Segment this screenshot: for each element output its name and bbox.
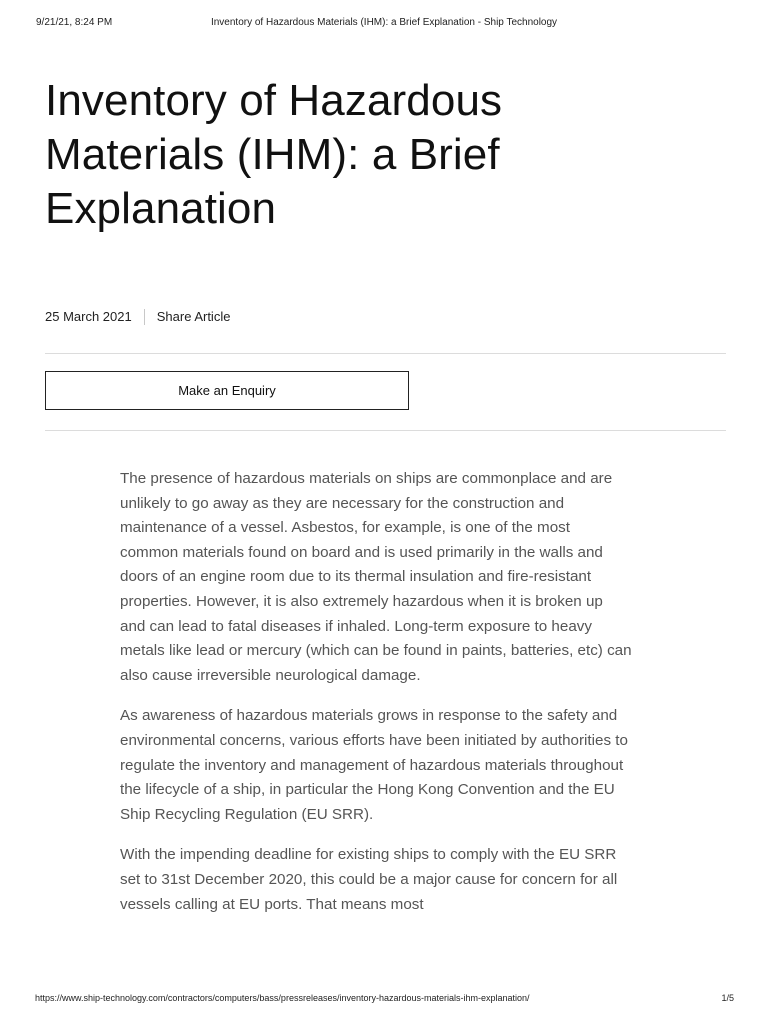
print-url: https://www.ship-technology.com/contractors/computers/bass/pressreleases/inventory-hazardous-materials-ihm-explanation/ [35,993,530,1003]
article-body [120,467,632,972]
share-article-link[interactable]: Share Article [156,309,231,324]
print-page-title: Inventory of Hazardous Materials (IHM): a Brief Explanation - Ship Technology [210,17,558,28]
publish-date: 25 March 2021 [45,309,132,324]
article-paragraph: The presence of hazardous materials on ships are commonplace and are unlikely to go away as they are necessary for the construction and maintenance of a vessel. Asbestos, for example, is one of the most common materials found on board and is used primarily in the walls and doors of an engine room due to its thermal insulation and fire-resistant properties. However, it is also extremely hazardous when it is broken up and can lead to fatal diseases if inhaled. Long-term exposure to heavy metals like lead or mercury (which can be found in paints, batteries, etc) can also cause irreversible neurological damage. [120,470,632,684]
article-meta [45,307,230,327]
print-footer [0,993,768,1007]
print-datetime: 9/21/21, 8:24 PM [36,17,113,28]
article-paragraph: With the impending deadline for existing ships to comply with the EU SRR set to 31st December 2020, this could be a major cause for concern for all vessels calling at EU ports. That means most [120,846,618,913]
divider-top [45,353,726,354]
print-page-number: 1/5 [721,993,734,1003]
make-enquiry-button[interactable]: Make an Enquiry [45,371,409,410]
article-title: Inventory of Hazardous Materials (IHM): a Brief Explanation [45,76,503,233]
divider-bottom [45,430,726,431]
meta-divider [144,309,145,325]
article-paragraph: As awareness of hazardous materials grows in response to the safety and environmental concerns, various efforts have been initiated by authorities to regulate the inventory and management of hazardous materials throughout the lifecycle of a ship, in particular the Hong Kong Convention and the EU Ship Recycling Regulation (EU SRR). [120,707,628,823]
print-header [0,17,768,31]
